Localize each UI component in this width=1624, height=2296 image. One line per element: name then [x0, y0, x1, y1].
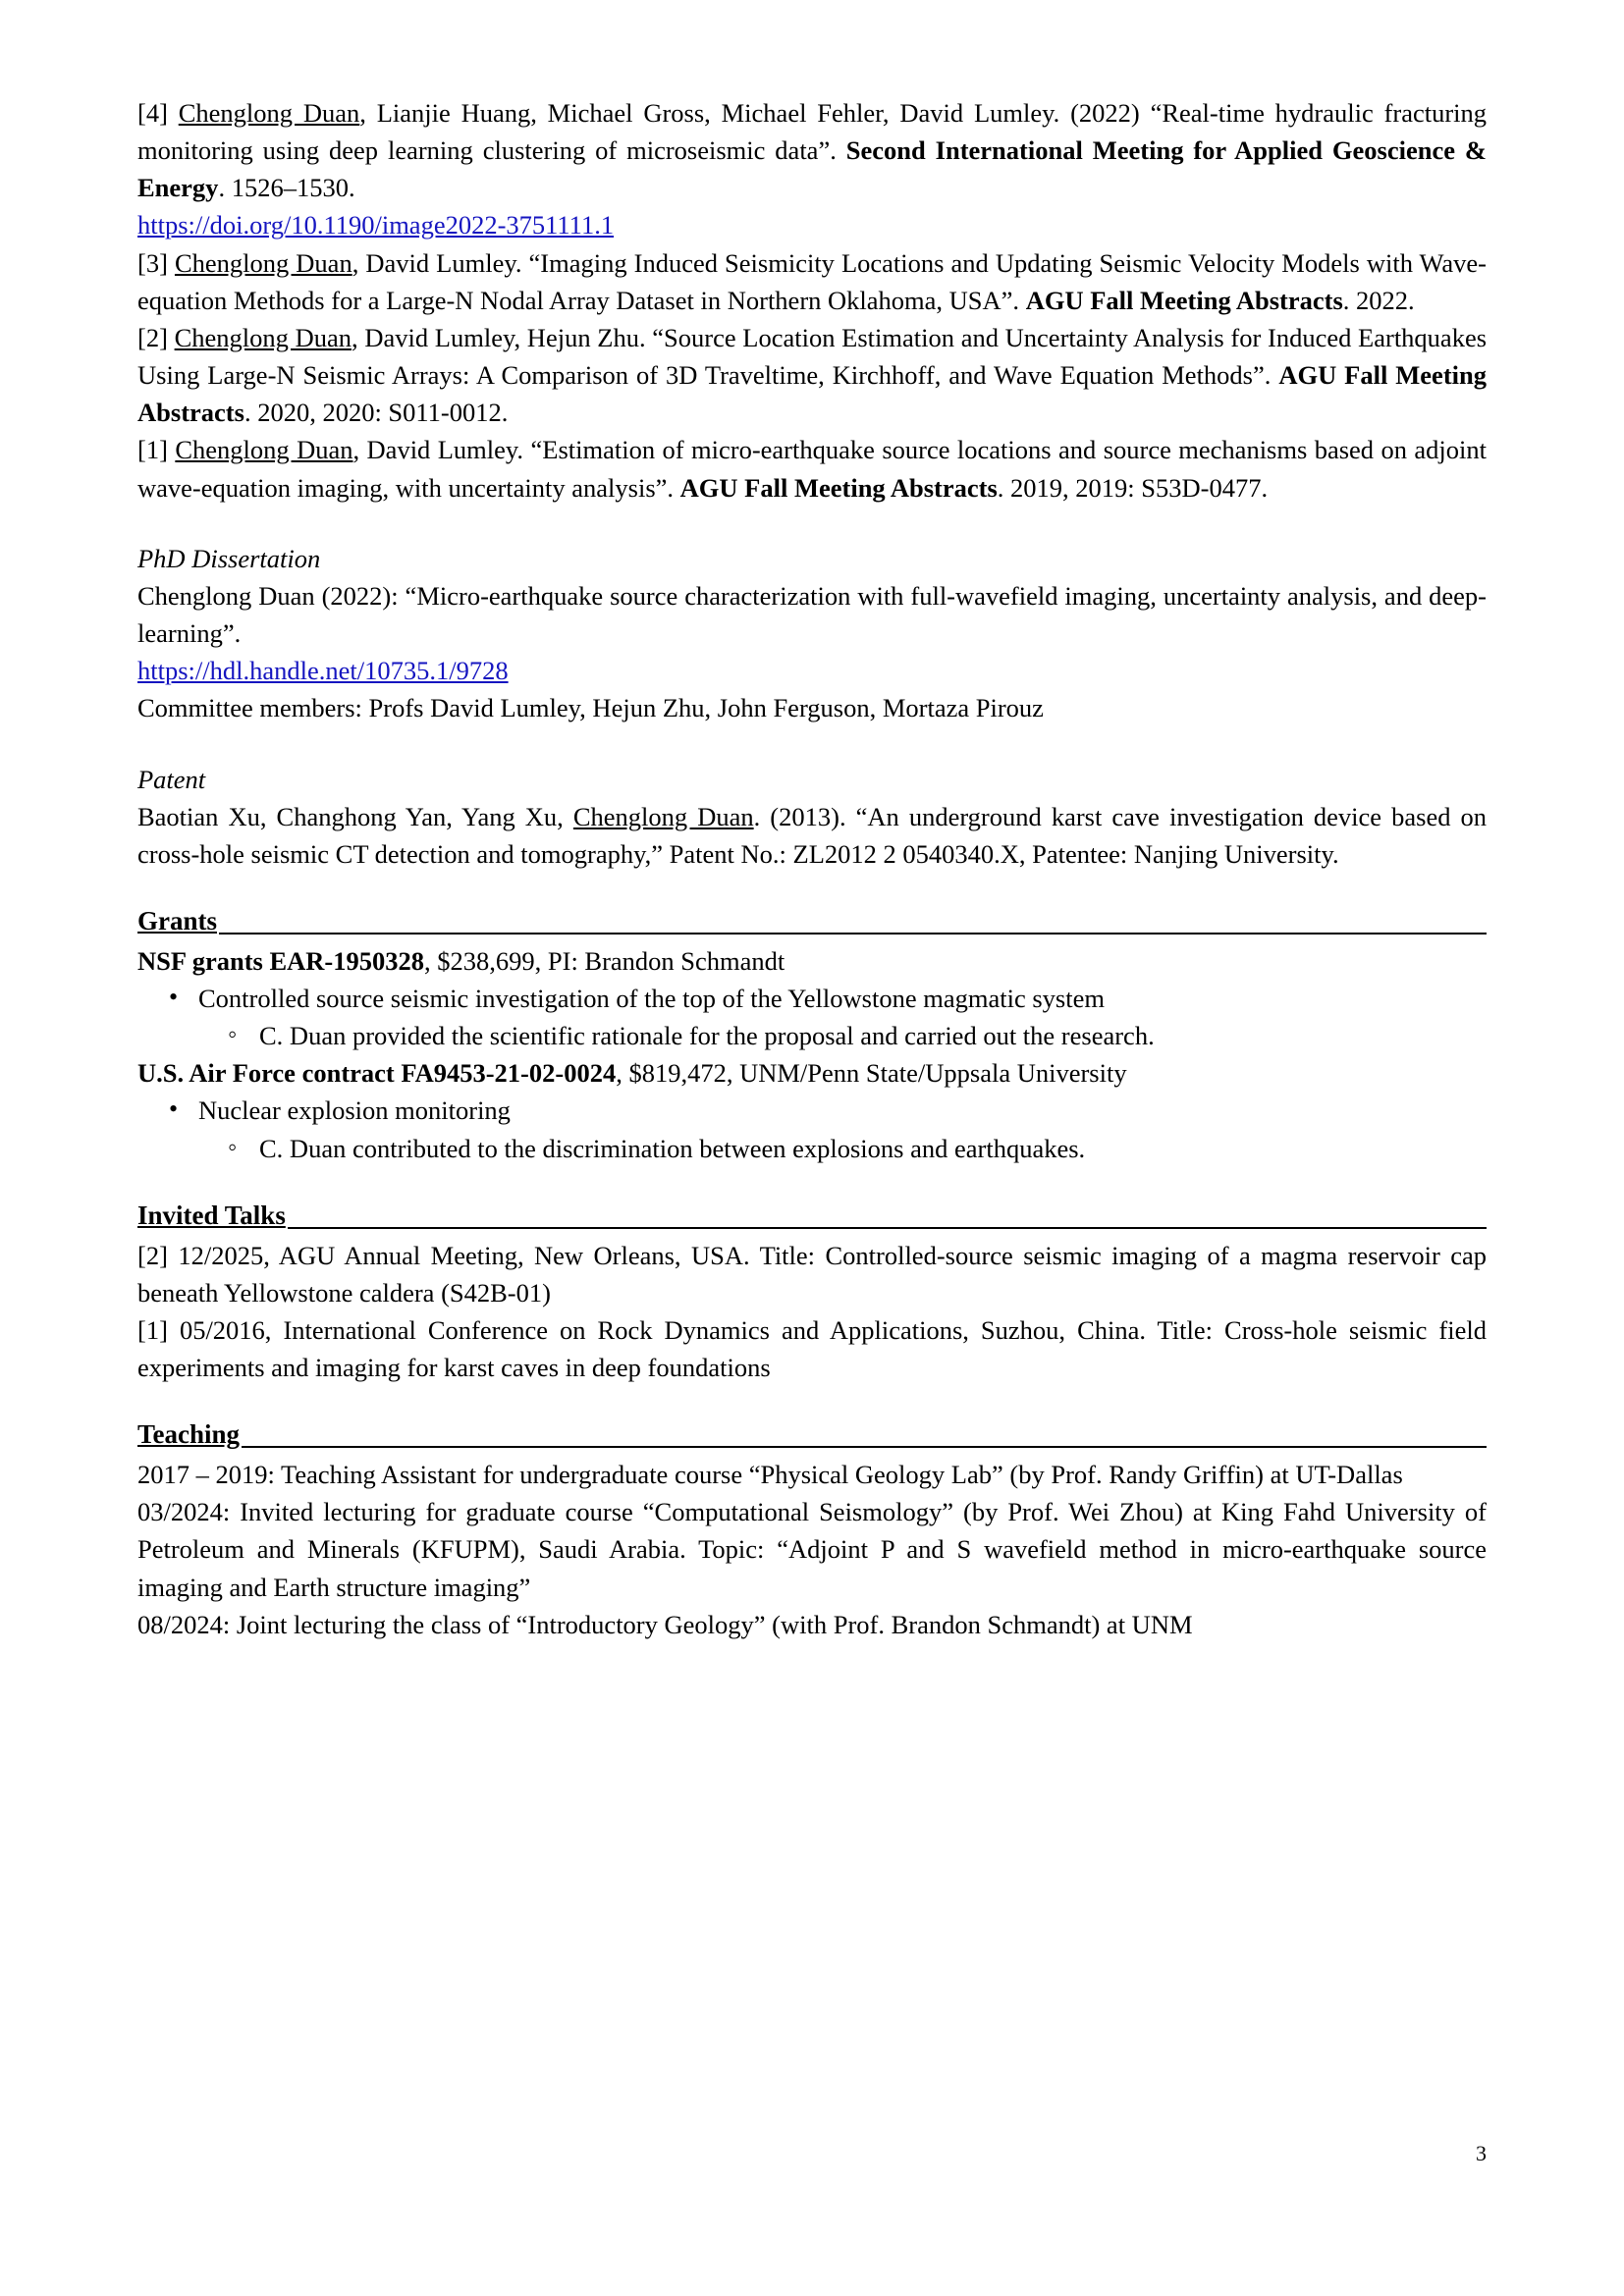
publication-venue: AGU Fall Meeting Abstracts: [1025, 285, 1343, 315]
publication-entry: [137, 244, 1487, 319]
invited-talk-entry: [137, 1311, 1487, 1386]
grant-line: [137, 942, 1487, 980]
teaching-entry: 2017 – 2019: Teaching Assistant for undergraduate course “Physical Geology Lab” (by Prof. Randy Griffin) at UT-Dallas: [137, 1460, 1403, 1490]
publication-title: “Imaging Induced Seismicity Locations and Updating Seismic Velocity Models with Wave-equation Methods for a Large-N Nodal Array Dataset in Northern Oklahoma, USA”.: [137, 247, 1488, 315]
author-name: Chenglong Duan: [572, 801, 754, 831]
grant-subbullet-list: [137, 1130, 1487, 1167]
author-name: Chenglong Duan: [174, 247, 352, 278]
section-header-invited-talks: [137, 1197, 1487, 1235]
publication-title: “Source Location Estimation and Uncertainty Analysis for Induced Earthquakes Using Large-N Seismic Arrays: A Comparison of 3D Traveltime, Kirchhoff, and Wave Equation Methods”.: [137, 322, 1488, 391]
teaching-entry: 08/2024: Joint lecturing the class of “Introductory Geology” (with Prof. Brandon Schmandt) at UNM: [137, 1609, 1193, 1639]
publication-tail: . 2020, 2020: S011-0012.: [244, 398, 509, 428]
grant-subbullet-list: [137, 1017, 1487, 1054]
grant-bullet-list: [137, 980, 1487, 1017]
list-item: • Controlled source seismic investigation of the top of the Yellowstone magmatic system: [137, 980, 1487, 1017]
talk-text: 05/2016, International Conference on Rock Dynamics and Applications, Suzhou, China. Title: Cross-hole seismic field experiments and imaging for karst caves in deep foundations: [137, 1314, 1487, 1383]
publication-title: “Estimation of micro-earthquake source locations and source mechanisms based on adjoint wave-equation imaging, with uncertainty analysis”.: [137, 435, 1488, 503]
publication-tail: . 1526–1530.: [218, 173, 355, 203]
list-item: ◦ C. Duan provided the scientific rationale for the proposal and carried out the research.: [137, 1017, 1487, 1054]
grant-details: , $819,472, UNM/Penn State/Uppsala University: [616, 1058, 1127, 1089]
spacer: [137, 727, 1487, 761]
talk-marker: [1]: [137, 1314, 168, 1345]
publication-entry: [137, 94, 1487, 206]
author-name: Chenglong Duan: [175, 435, 353, 465]
section-title: Teaching: [137, 1419, 241, 1450]
patent-text: [137, 798, 1487, 873]
invited-talk-entry: [137, 1237, 1487, 1311]
dissertation-link-line: [137, 652, 1487, 689]
section-title: Invited Talks: [137, 1200, 286, 1230]
section-header-grants: [137, 902, 1487, 940]
publication-link-line: [137, 206, 1487, 243]
grant-line: [137, 1054, 1487, 1092]
grant-id: NSF grants EAR-1950328: [137, 945, 424, 976]
publication-venue: AGU Fall Meeting Abstracts: [137, 360, 1487, 428]
publication-entry: [137, 319, 1487, 431]
publication-title: “Real-time hydraulic fracturing monitoring using deep learning clustering of microseismic data”.: [137, 98, 1488, 166]
dissertation-text: Chenglong Duan (2022): “Micro-earthquake source characterization with full-wavefield imaging, uncertainty analysis, and deep-learning”.: [137, 580, 1487, 649]
grant-id: U.S. Air Force contract FA9453-21-02-0024: [137, 1058, 617, 1089]
teaching-entry: 03/2024: Invited lecturing for graduate course “Computational Seismology” (by Prof. Wei Zhou) at King Fahd University of Petroleum and Minerals (KFUPM), Saudi Arabia. Topic: “Adjoint P and S wavefield method in micro-earthquake source imaging and Earth structure imaging”: [137, 1497, 1487, 1602]
publication-tail: . 2019, 2019: S53D-0477.: [997, 472, 1269, 503]
handle-link[interactable]: https://hdl.handle.net/10735.1/9728: [137, 656, 509, 686]
publication-authors: , David Lumley, Hejun Zhu.: [352, 322, 653, 352]
section-rule: [242, 1446, 1487, 1448]
talk-marker: [2]: [137, 1240, 168, 1270]
grant-details: , $238,699, PI: Brandon Schmandt: [424, 945, 785, 976]
publication-entry: [137, 431, 1487, 506]
doi-link[interactable]: https://doi.org/10.1190/image2022-3751111.1: [137, 210, 615, 240]
patent-heading: Patent: [137, 764, 206, 794]
section-title: Grants: [137, 905, 217, 935]
patent-details: . (2013). “An underground karst cave investigation device based on cross-hole seismic CT detection and tomography,” Patent No.: ZL2012 2 0540340.X, Patentee: Nanjing University.: [137, 801, 1488, 869]
author-name: Chenglong Duan: [178, 98, 360, 128]
publication-marker: [2]: [137, 322, 168, 352]
page-number: 3: [1476, 2141, 1487, 2165]
publication-authors: , David Lumley.: [352, 247, 529, 278]
spacer: [137, 507, 1487, 540]
list-item: • Nuclear explosion monitoring: [137, 1092, 1487, 1129]
publication-authors: , Lianjie Huang, Michael Gross, Michael Fehler, David Lumley. (2022): [359, 98, 1140, 128]
list-item: ◦ C. Duan contributed to the discrimination between explosions and earthquakes.: [137, 1130, 1487, 1167]
grant-bullet-list: [137, 1092, 1487, 1129]
author-name: Chenglong Duan: [174, 322, 352, 352]
section-rule: [288, 1227, 1487, 1229]
document-body: [137, 94, 1487, 1643]
publication-authors: , David Lumley.: [352, 435, 531, 465]
publication-marker: [3]: [137, 247, 168, 278]
section-rule: [219, 933, 1487, 934]
talk-text: 12/2025, AGU Annual Meeting, New Orleans, USA. Title: Controlled-source seismic imaging of a magma reservoir cap beneath Yellowstone caldera (S42B-01): [137, 1240, 1487, 1308]
section-header-teaching: [137, 1415, 1487, 1454]
publication-venue: Second International Meeting for Applied Geoscience & Energy: [137, 135, 1487, 203]
publication-tail: . 2022.: [1342, 285, 1415, 315]
patent-authors-before: Baotian Xu, Changhong Yan, Yang Xu,: [137, 801, 573, 831]
dissertation-committee: Committee members: Profs David Lumley, Hejun Zhu, John Ferguson, Mortaza Pirouz: [137, 693, 1044, 723]
publication-marker: [4]: [137, 98, 168, 128]
publication-venue: AGU Fall Meeting Abstracts: [679, 472, 998, 503]
dissertation-heading: PhD Dissertation: [137, 543, 321, 573]
publication-marker: [1]: [137, 435, 168, 465]
